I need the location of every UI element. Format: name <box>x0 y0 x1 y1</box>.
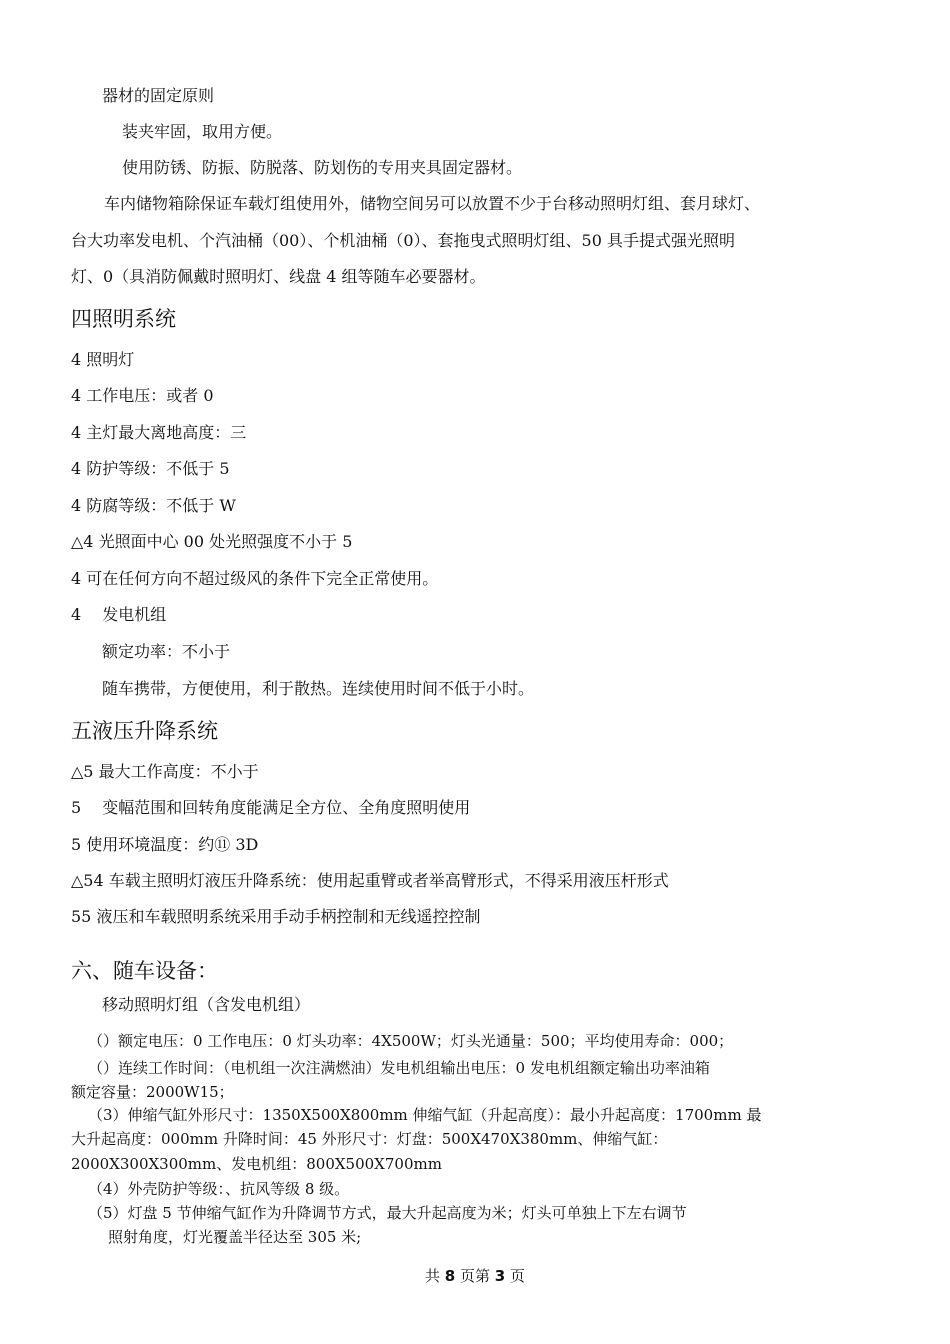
paragraph-line: 器材的固定原则 <box>102 86 215 105</box>
spec-line: 随车携带，方便使用，利于散热。连续使用时间不低于小时。 <box>102 679 535 698</box>
section-heading-hydraulic: 五液压升降系统 <box>71 719 218 743</box>
spec-line: △5 最大工作高度：不小于 <box>71 762 259 781</box>
spec-line: 4 工作电压：或者 0 <box>71 386 214 405</box>
spec-line: 5 使用环境温度：约⑪ 3D <box>71 835 259 854</box>
footer-prefix: 共 <box>424 1267 440 1285</box>
paragraph-line: 使用防锈、防振、防脱落、防划伤的专用夹具固定器材。 <box>122 158 523 177</box>
spec-line: 4 防护等级：不低于 5 <box>71 459 230 478</box>
page-footer <box>0 1266 950 1286</box>
equipment-line: （）连续工作时间：（电机组一次注满燃油）发电机组输出电压：0 发电机组额定输出功率油箱 <box>88 1059 710 1077</box>
spec-line: 4 照明灯 <box>71 350 135 369</box>
paragraph-line: 台大功率发电机、个汽油桶（00）、个机油桶（0）、套拖曳式照明灯组、50 具手提式强光照明 <box>71 231 735 250</box>
equipment-line: 照射角度，灯光覆盖半径达至 305 米; <box>108 1228 362 1246</box>
footer-middle: 页第 <box>459 1267 490 1285</box>
equipment-line: （4）外壳防护等级：、抗风等级 8 级。 <box>88 1180 350 1198</box>
section-heading-lighting: 四照明系统 <box>71 307 176 331</box>
footer-current-page: 3 <box>494 1267 506 1285</box>
paragraph-line: 装夹牢固，取用方便。 <box>122 122 283 141</box>
spec-line: △4 光照面中心 00 处光照强度不小于 5 <box>71 532 353 551</box>
section-heading-equipment: 六、随车设备： <box>71 959 218 983</box>
spec-line: 额定功率：不小于 <box>102 642 231 661</box>
equipment-line: 额定容量：2000W15； <box>71 1083 234 1101</box>
spec-line: △54 车载主照明灯液压升降系统：使用起重臂或者举高臂形式，不得采用液压杆形式 <box>71 871 669 890</box>
equipment-line: （5）灯盘 5 节伸缩气缸作为升降调节方式，最大升起高度为米；灯头可单独上下左右调节 <box>88 1204 687 1222</box>
spec-line: 4 主灯最大离地高度：三 <box>71 423 247 442</box>
equipment-line: （3）伸缩气缸外形尺寸：1350X500X800mm 伸缩气缸（升起高度）：最小升起高度：1700mm 最 <box>88 1106 762 1124</box>
spec-line: 4 防腐等级：不低于 W <box>71 496 236 515</box>
equipment-line: （）额定电压：0 工作电压：0 灯头功率：4X500W；灯头光通量：500；平均使用寿命：000； <box>88 1032 734 1050</box>
spec-line: 4 发电机组 <box>71 605 167 624</box>
spec-line: 5 变幅范围和回转角度能满足全方位、全角度照明使用 <box>71 798 471 817</box>
paragraph-line: 灯、0（具消防佩戴时照明灯、线盘 4 组等随车必要器材。 <box>71 267 486 286</box>
equipment-line: 大升起高度：000mm 升降时间：45 外形尺寸：灯盘：500X470X380mm、伸缩气缸： <box>71 1130 668 1148</box>
spec-line: 4 可在任何方向不超过级风的条件下完全正常使用。 <box>71 569 439 588</box>
spec-line: 55 液压和车载照明系统采用手动手柄控制和无线遥控控制 <box>71 907 481 926</box>
footer-suffix: 页 <box>510 1267 526 1285</box>
paragraph-line: 车内储物箱除保证车载灯组使用外，储物空间另可以放置不少于台移动照明灯组、套月球灯、 <box>104 194 761 213</box>
footer-total-pages: 8 <box>444 1267 456 1285</box>
equipment-subtitle: 移动照明灯组（含发电机组） <box>102 995 311 1014</box>
equipment-line: 2000X300X300mm、发电机组：800X500X700mm <box>71 1155 442 1173</box>
